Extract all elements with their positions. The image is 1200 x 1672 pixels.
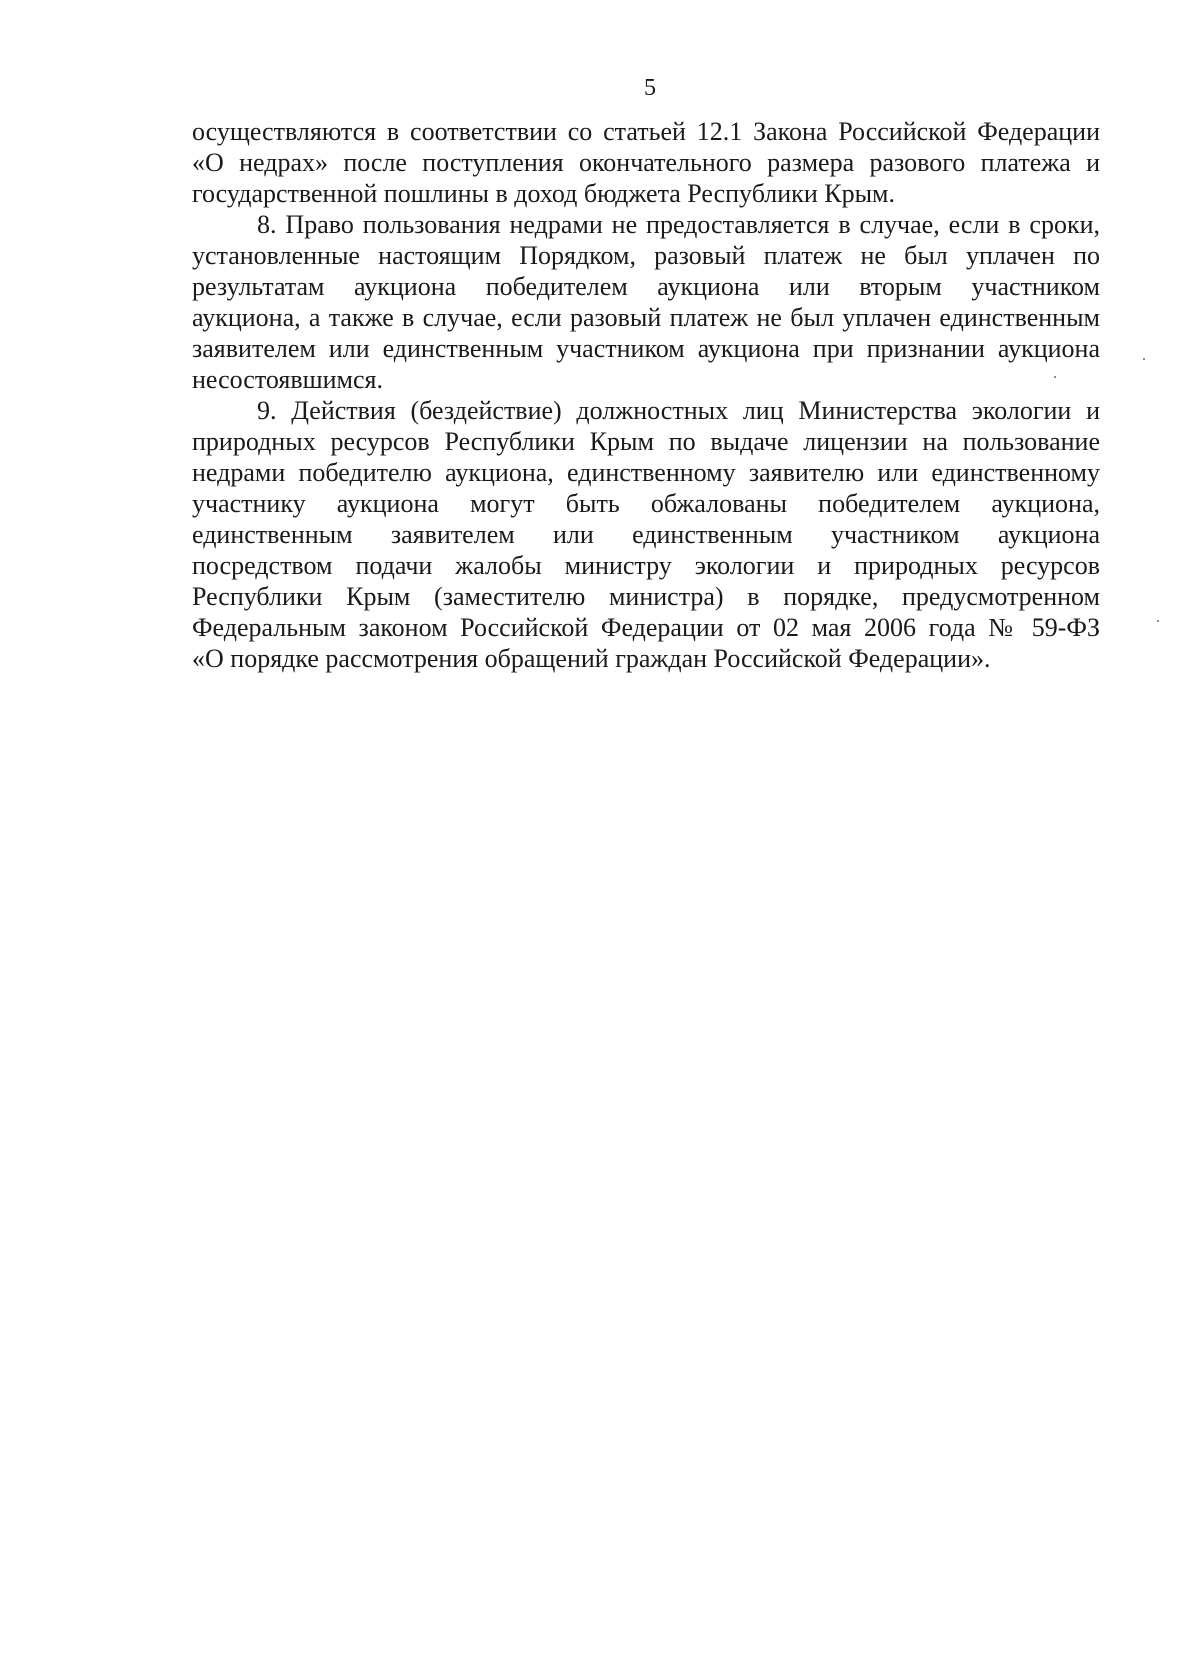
- text-line: заявителем или единственным участником аукциона при признании аукциона: [192, 334, 1100, 363]
- text-line: посредством подачи жалобы министру экологии и природных ресурсов: [192, 551, 1100, 580]
- scan-speck: [1157, 620, 1159, 622]
- scan-speck: [1143, 358, 1145, 360]
- text-line: Республики Крым (заместителю министра) в порядке, предусмотренном: [192, 582, 1100, 611]
- page-number: 5: [644, 75, 656, 101]
- text-line: «О порядке рассмотрения обращений граждан Российской Федерации».: [192, 644, 991, 673]
- text-line: единственным заявителем или единственным участником аукциона: [192, 520, 1100, 549]
- text-line: аукциона, а также в случае, если разовый платеж не был уплачен единственным: [192, 303, 1100, 332]
- text-line: природных ресурсов Республики Крым по выдаче лицензии на пользование: [192, 427, 1100, 456]
- text-line: недрами победителю аукциона, единственному заявителю или единственному: [192, 458, 1100, 487]
- text-line: участнику аукциона могут быть обжалованы победителем аукциона,: [192, 489, 1100, 518]
- text-line: Федеральным законом Российской Федерации от 02 мая 2006 года № 59-ФЗ: [192, 613, 1100, 642]
- text-line: осуществляются в соответствии со статьей 12.1 Закона Российской Федерации: [192, 117, 1100, 146]
- scan-speck: [1054, 376, 1056, 378]
- document-body: [192, 116, 1100, 674]
- text-line: установленные настоящим Порядком, разовый платеж не был уплачен по: [192, 241, 1100, 270]
- text-line: «О недрах» после поступления окончательного размера разового платежа и: [192, 148, 1100, 177]
- text-line: государственной пошлины в доход бюджета Республики Крым.: [192, 179, 895, 208]
- text-line: результатам аукциона победителем аукциона или вторым участником: [192, 272, 1100, 301]
- text-line: несостоявшимся.: [192, 365, 383, 394]
- paragraph-9-start: 9. Действия (бездействие) должностных лиц Министерства экологии и: [257, 396, 1100, 425]
- paragraph-8-start: 8. Право пользования недрами не предоставляется в случае, если в сроки,: [257, 210, 1100, 239]
